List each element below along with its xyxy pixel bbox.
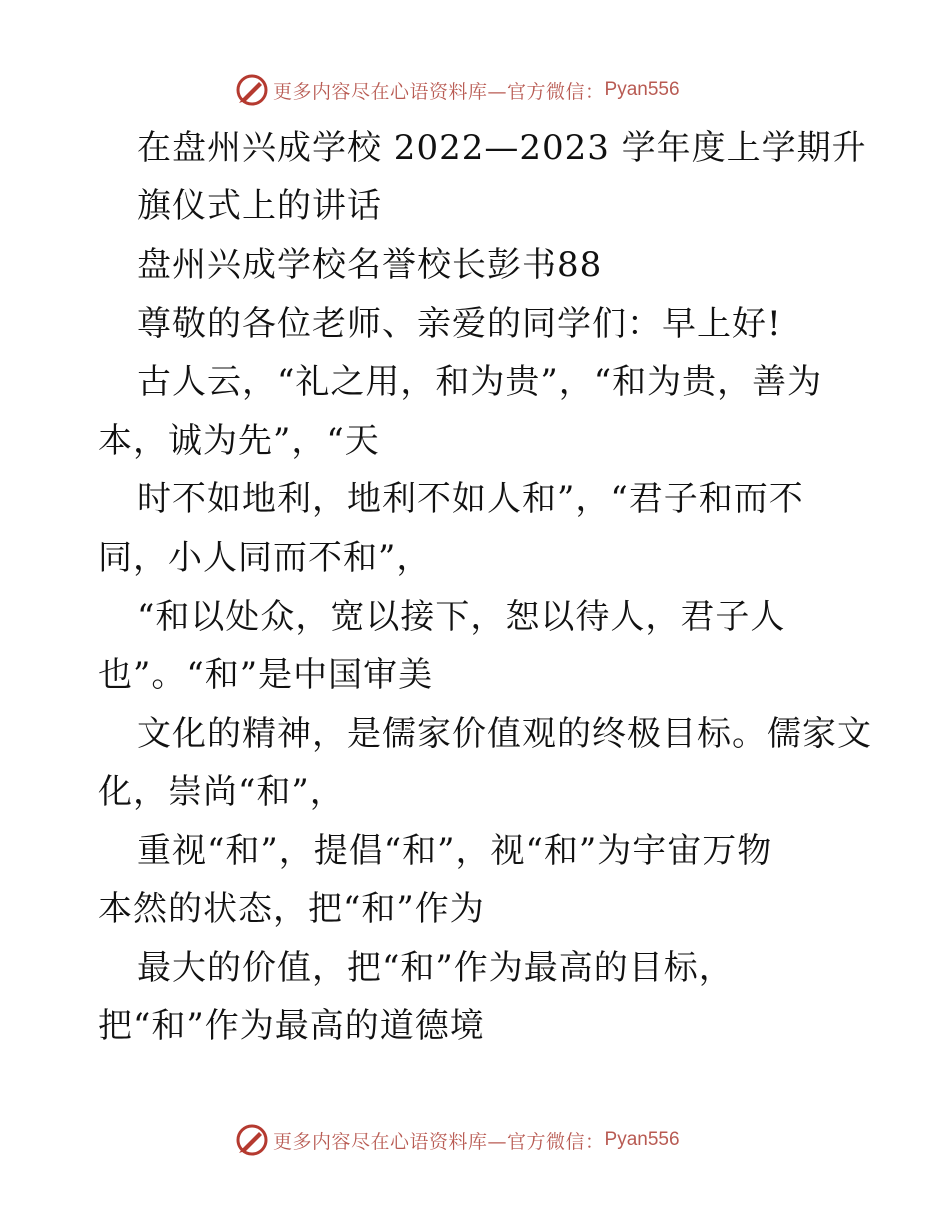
watermark-wechat-id: Pyan556 (604, 79, 680, 100)
body-line: 最大的价值，把“和”作为最高的目标， (137, 948, 734, 988)
body-line: 时不如地利，地利不如人和”，“君子和而不 (137, 479, 804, 519)
body-line: 重视“和”，提倡“和”，视“和”为宇宙万物 (137, 831, 773, 871)
title-line-1: 在盘州兴成学校 2022—2023 学年度上学期升 (137, 128, 867, 168)
watermark-text: 更多内容尽在心语资料库—官方微信： (273, 80, 605, 103)
author-line: 盘州兴成学校名誉校长彭书88 (137, 245, 603, 285)
body-line: “和以处众，宽以接下，恕以待人，君子人 (137, 597, 786, 637)
body-line: 本然的状态，把“和”作为 (98, 889, 485, 929)
body-line: 化，崇尚“和”， (98, 772, 345, 812)
greeting-line: 尊敬的各位老师、亲爱的同学们：早上好! (137, 304, 782, 344)
footer-watermark (235, 1122, 680, 1158)
title-line-2: 旗仪式上的讲话 (137, 186, 382, 226)
header-watermark (235, 72, 680, 108)
watermark-wechat-id: Pyan556 (604, 1129, 680, 1150)
pen-logo-icon (235, 73, 269, 107)
body-line: 文化的精神，是儒家价值观的终极目标。儒家文 (137, 714, 872, 754)
body-line: 同，小人同而不和”， (98, 538, 432, 578)
watermark-text: 更多内容尽在心语资料库—官方微信： (273, 1130, 605, 1153)
body-line: 把“和”作为最高的道德境 (98, 1006, 485, 1046)
body-line: 也”。“和”是中国审美 (98, 655, 434, 695)
body-line: 本，诚为先”，“天 (98, 421, 380, 461)
body-line: 古人云，“礼之用，和为贵”，“和为贵，善为 (137, 362, 823, 402)
pen-logo-icon (235, 1123, 269, 1157)
